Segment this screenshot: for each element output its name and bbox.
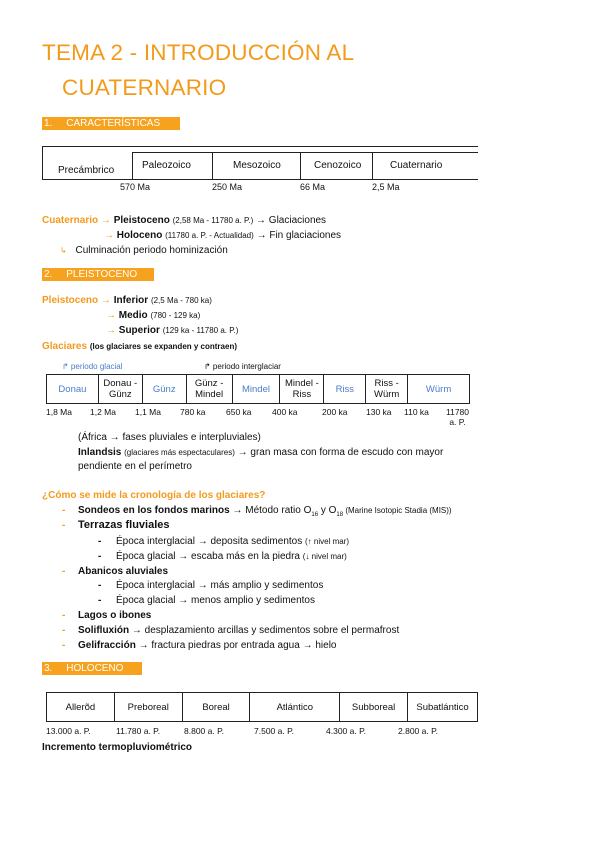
pleistoceno-medio-line: → Medio (780 - 129 ka) [106,310,201,321]
section-heading-pleistoceno: 2. PLEISTOCENO [42,268,154,281]
holoceno-label: Holoceno [116,230,163,241]
terrazas-item2: Época glacial → escaba más en la piedra (↓ nivel mar) [116,551,347,562]
pleistoceno-inferior-line: Pleistoceno → Inferior (2,5 Ma - 780 ka) [42,295,212,306]
cuaternario-line1: Cuaternario → Pleistoceno (2,58 Ma - 11780 a. P.) → Glaciaciones [42,215,327,226]
page-title-line1: TEMA 2 - INTRODUCCIÓN AL [42,40,355,65]
abanicos-heading: Abanicos aluviales [78,566,169,577]
era-tick: 2,5 Ma [372,182,400,192]
holoceno-tick: 4.300 a. P. [326,726,367,736]
era-paleozoico: Paleozoico [142,160,191,171]
cuaternario-label: Cuaternario [42,215,99,226]
cell-allerod: Allerõd [47,693,115,722]
cuaternario-line2: → Holoceno (11780 a. P. - Actualidad) → Fin glaciaciones [104,230,342,241]
section-heading-holoceno: 3. HOLOCENO [42,662,142,675]
sondeos-line: Sondeos en los fondos marinos → Método ratio $O_{16}$ y $O_{18}$ (Marine Isotopic Stadia (MIS)) [78,505,452,518]
holoceno-tick: 11.780 a. P. [116,726,161,736]
cell-mindel: Mindel [232,375,280,404]
cell-riss: Riss [324,375,366,404]
holoceno-ticks [0,726,600,738]
glacial-tick: 11780 a. P. [446,407,470,427]
holoceno-tick: 8.800 a. P. [184,726,225,736]
sub-arrow-icon: ↳ [60,246,67,255]
era-precambrico: Precámbrico [58,165,115,176]
bullet-dash: - [62,610,66,621]
glacial-tick: 130 ka [366,407,392,417]
holoceno-tick: 2.800 a. P. [398,726,439,736]
cell-gunz: Günz [142,375,186,404]
lagos-item: Lagos o ibones [78,610,152,621]
solifluxion-item: Solifluxión → desplazamiento arcillas y sedimentos sobre el permafrost [78,625,400,636]
cell-gunz-mindel: Günz - Mindel [186,375,232,404]
glaciares-line: Glaciares (los glaciares se expanden y contraen) [42,341,237,352]
cell-preboreal: Preboreal [114,693,182,722]
holoceno-tick: 13.000 a. P. [46,726,91,736]
cuaternario-line3: ↳ Culminación periodo hominización [60,245,228,256]
cell-mindel-riss: Mindel - Riss [280,375,324,404]
pleistoceno-label: Pleistoceno [113,215,170,226]
era-tick: 570 Ma [120,182,151,192]
glacial-tick: 650 ka [226,407,252,417]
eras-bottom-line [42,179,478,180]
glacial-tick: 400 ka [272,407,298,417]
cell-atlantico: Atlántico [250,693,340,722]
glacial-tick: 110 ka [404,407,429,417]
era-cenozoico: Cenozoico [314,160,362,171]
bullet-dash: - [62,625,66,636]
cell-subboreal: Subboreal [340,693,408,722]
inlandsis-line: Inlandsis (glaciares más espectaculares) → gran masa con forma de escudo con mayor [78,447,444,458]
era-tick: 66 Ma [300,182,326,192]
holoceno-table [46,692,478,722]
periodo-interglaciar-label: ↱ periodo interglaciar [204,362,281,371]
glaciaciones-ticks [0,407,600,429]
cell-donau: Donau [47,375,99,404]
glacial-tick: 1,1 Ma [135,407,161,417]
bullet-dash: - [98,536,102,547]
era-tick: 250 Ma [212,182,243,192]
holoceno-footer: Incremento termopluviométrico [42,742,193,753]
glaciaciones-table [46,374,470,404]
bullet-dash: - [62,640,66,651]
glacial-tick: 780 ka [180,407,206,417]
bullet-dash: - [98,580,102,591]
abanicos-item2: Época glacial → menos amplio y sedimentos [116,595,315,606]
page-title-line2: CUATERNARIO [62,75,227,100]
cell-wurm: Würm [408,375,470,404]
africa-note: (África → fases pluviales e interpluviales) [78,432,261,443]
abanicos-item1: Época interglacial → más amplio y sedimentos [116,580,324,591]
terrazas-heading: Terrazas fluviales [78,519,170,531]
gelifraccion-item: Gelifracción → fractura piedras por entrada agua → hielo [78,640,337,651]
section-heading-caracteristicas: 1. CARACTERÍSTICAS [42,117,180,130]
eras-top-line [42,146,478,147]
bullet-dash: - [98,595,102,606]
cell-boreal: Boreal [182,693,250,722]
glacial-tick: 200 ka [322,407,348,417]
era-mesozoico: Mesozoico [233,160,281,171]
bullet-dash: - [62,505,66,516]
glacial-tick: 1,2 Ma [90,407,116,417]
holoceno-tick: 7.500 a. P. [254,726,295,736]
bullet-dash: - [98,551,102,562]
cell-subatlantico: Subatlántico [408,693,478,722]
periodo-glacial-label: ↱ periodo glacial [62,362,123,371]
terrazas-item1: Época interglacial → deposita sedimentos (↑ nivel mar) [116,536,350,547]
cell-riss-wurm: Riss - Würm [366,375,408,404]
glacial-tick: 1,8 Ma [46,407,72,417]
cronologia-question: ¿Cómo se mide la cronología de los glaciares? [42,490,266,501]
era-cuaternario: Cuaternario [390,160,443,171]
cell-donau-gunz: Donau - Günz [98,375,142,404]
inlandsis-line2: pendiente en el perímetro [78,461,192,472]
bullet-dash: - [62,566,66,577]
pleistoceno-superior-line: → Superior (129 ka - 11780 a. P.) [106,325,239,336]
bullet-dash: - [62,520,66,531]
